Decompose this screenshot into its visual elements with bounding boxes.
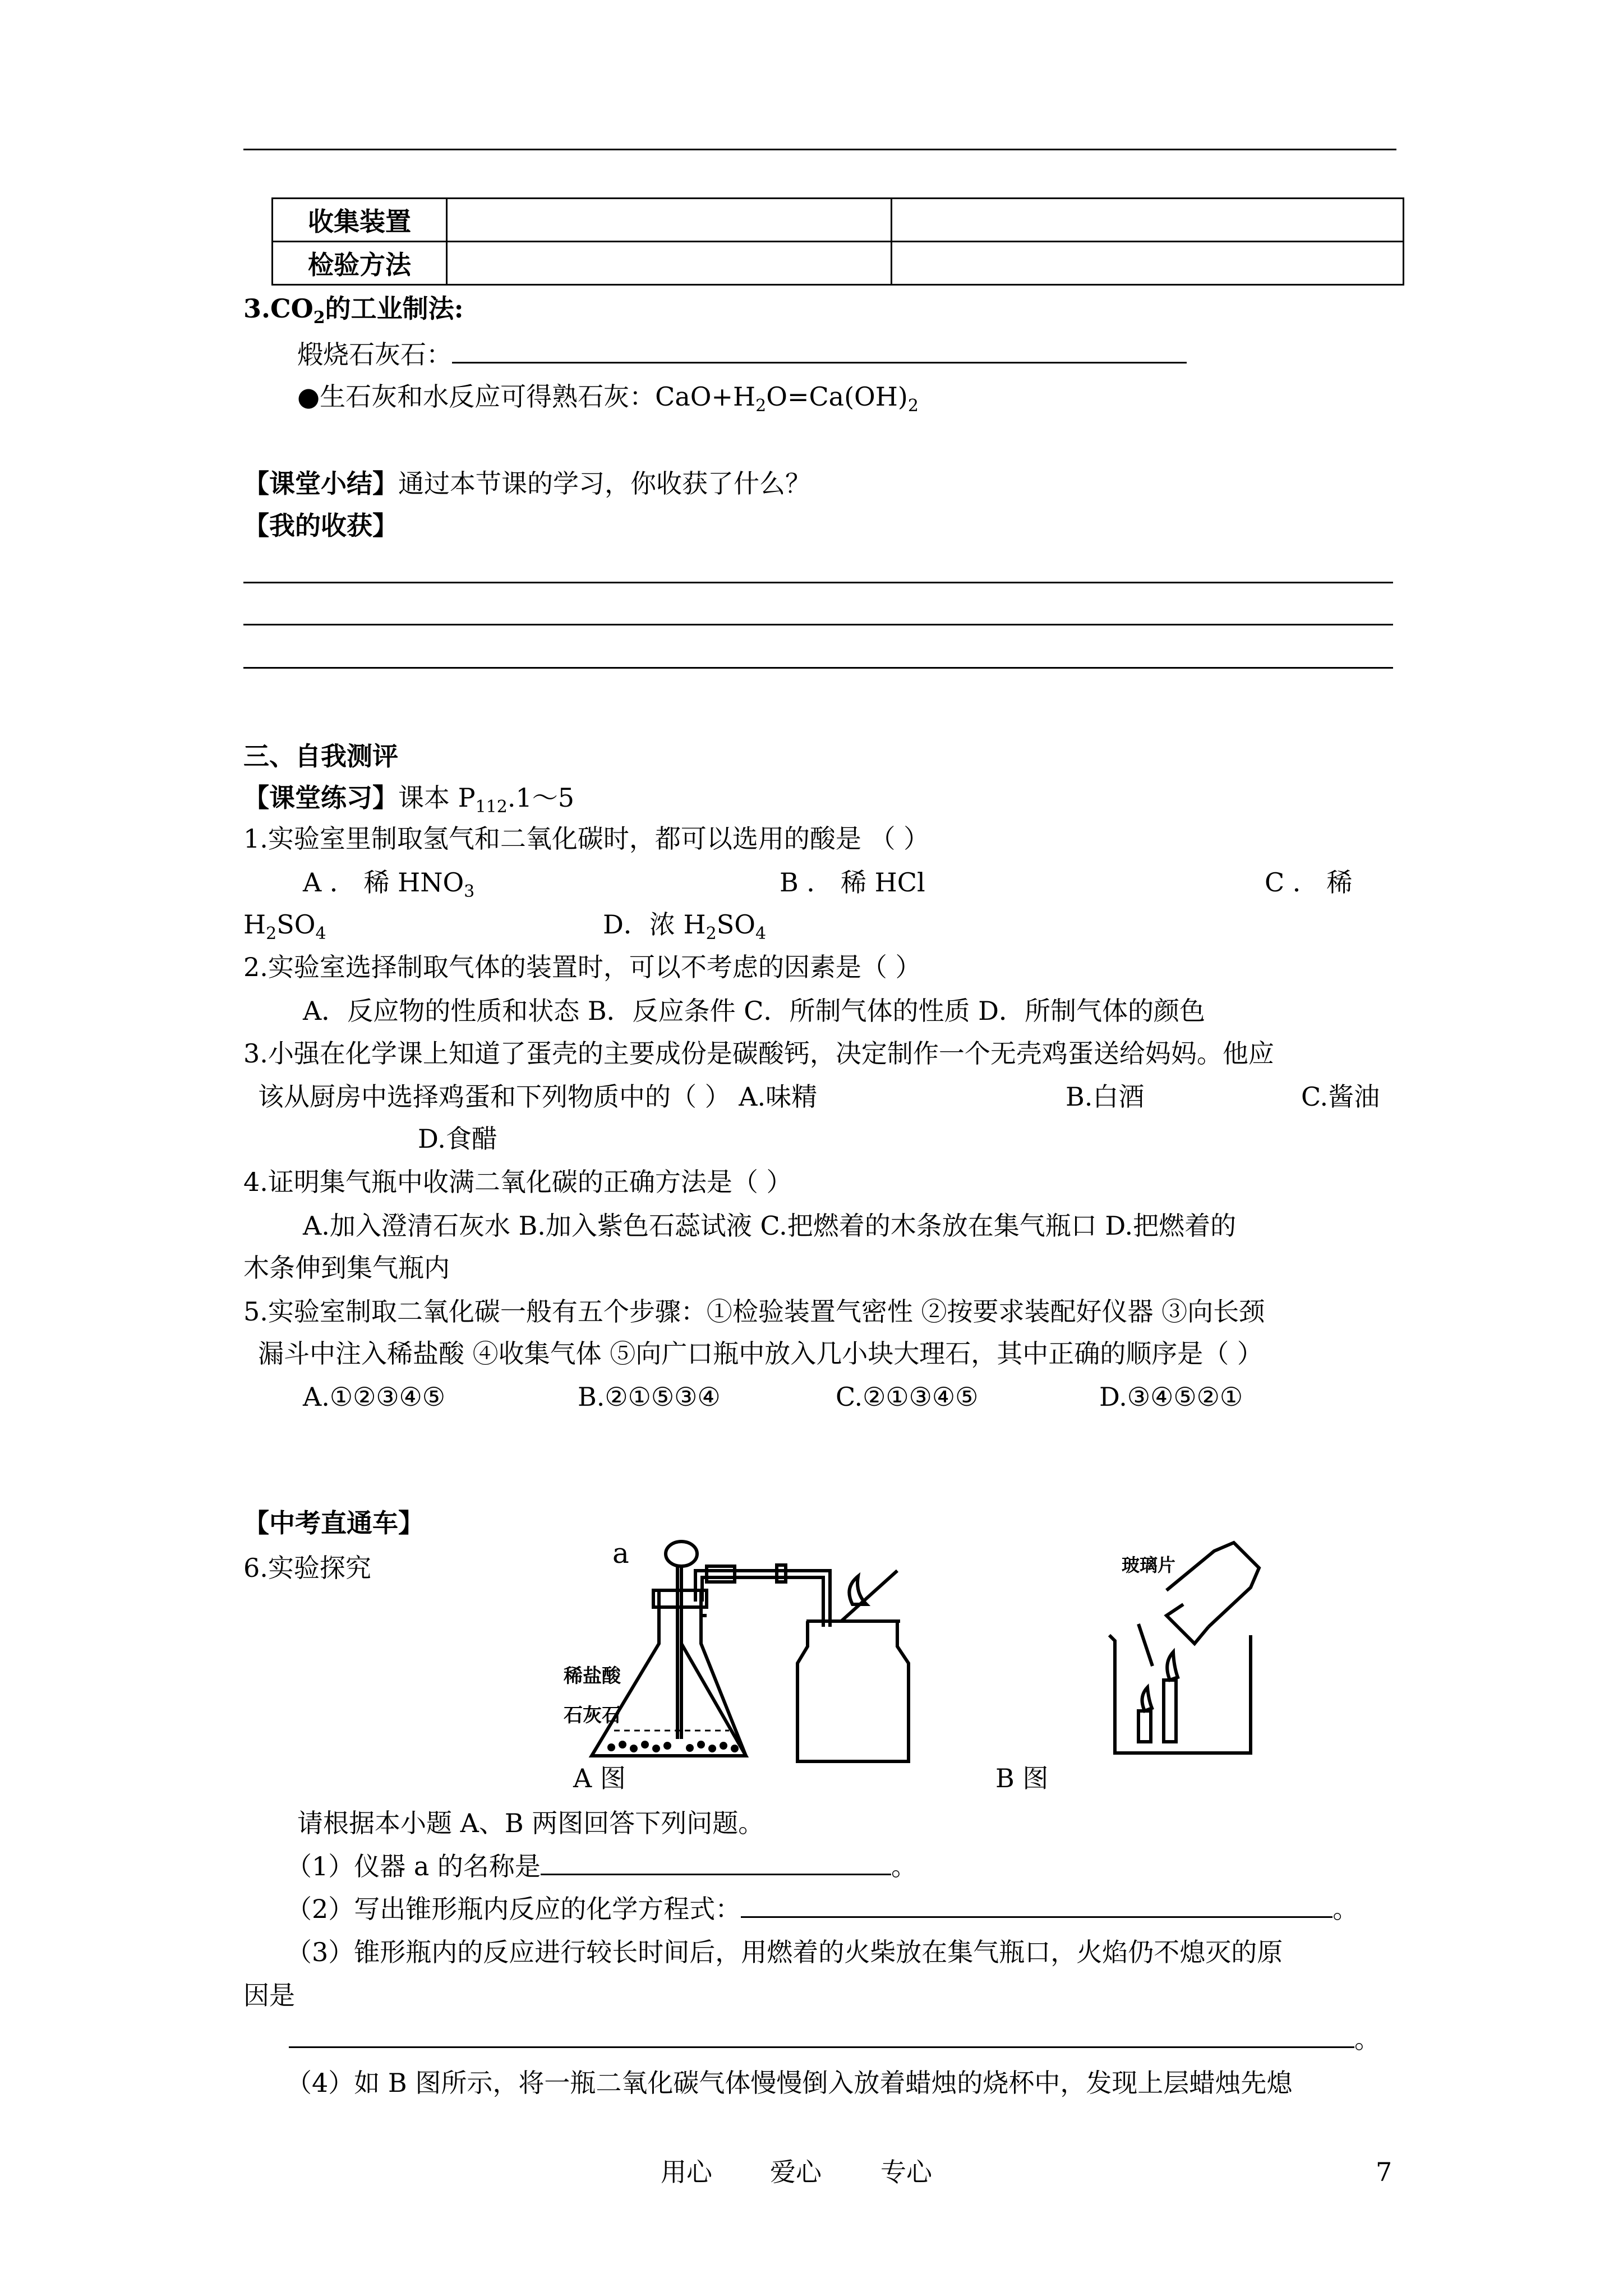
q3-option-d: D.食醋 bbox=[418, 1124, 497, 1154]
practice-line: 【课堂练习】课本 $P_{112}.1\sim 5$ bbox=[243, 783, 574, 817]
exam-part-3-answer: 。 bbox=[289, 2022, 1380, 2056]
exam-part-3: （3）锥形瓶内的反应进行较长时间后，用燃着的火柴放在集气瓶口，火焰仍不熄灭的原 bbox=[286, 1937, 1283, 1967]
section-title: $3.CO_2$的工业制法: bbox=[243, 293, 464, 328]
q3-option-c: C.酱油 bbox=[1301, 1082, 1380, 1112]
table-row-label: 检验方法 bbox=[273, 242, 447, 285]
answer-line[interactable] bbox=[243, 582, 1393, 583]
q4-options: A.加入澄清石灰水 B.加入紫色石蕊试液 C.把燃着的木条放在集气瓶口 D.把燃着的 bbox=[303, 1211, 1237, 1241]
lime-note: ●生石灰和水反应可得熟石灰：$CaO+H_2O=Ca(OH)_2$ bbox=[297, 381, 919, 416]
answer-blank[interactable] bbox=[541, 1851, 891, 1875]
question-2: 2.实验室选择制取气体的装置时，可以不考虑的因素是（ ） bbox=[243, 952, 921, 982]
page-number: 7 bbox=[1376, 2157, 1393, 2187]
question-6: 6.实验探究 bbox=[243, 1553, 371, 1583]
self-test-heading: 三、自我测评 bbox=[243, 741, 398, 771]
exam-part-1: （1）仪器 a 的名称是 。 bbox=[286, 1851, 917, 1881]
question-4: 4.证明集气瓶中收满二氧化碳的正确方法是（ ） bbox=[243, 1167, 792, 1197]
fig-a-acid-label: 稀盐酸 bbox=[564, 1665, 621, 1687]
answer-line[interactable] bbox=[243, 624, 1393, 625]
exam-part-2: （2）写出锥形瓶内反应的化学方程式： 。 bbox=[286, 1894, 1359, 1924]
caption-a: A 图 bbox=[573, 1763, 626, 1793]
caption-b: B 图 bbox=[995, 1763, 1049, 1793]
table-cell bbox=[447, 199, 892, 242]
table-cell bbox=[892, 242, 1404, 285]
q1-option-c-cont: $H_2SO_4$ bbox=[243, 909, 326, 944]
answer-line[interactable] bbox=[243, 667, 1393, 669]
answer-blank[interactable] bbox=[289, 2024, 1354, 2048]
answer-blank[interactable] bbox=[452, 339, 1187, 364]
figure-a-apparatus bbox=[538, 1537, 1004, 1773]
q5-line2: 漏斗中注入稀盐酸 ④收集气体 ⑤向广口瓶中放入几小块大理石，其中正确的顺序是（ ） bbox=[258, 1338, 1263, 1369]
fig-a-label-a: a bbox=[612, 1537, 629, 1570]
q2-options: A．反应物的性质和状态 B．反应条件 C．所制气体的性质 D．所制气体的颜色 bbox=[303, 996, 1205, 1026]
summary-line: 【课堂小结】通过本节课的学习，你收获了什么？ bbox=[243, 468, 811, 499]
question-1: 1.实验室里制取氢气和二氧化碳时，都可以选用的酸是 （ ） bbox=[243, 823, 930, 854]
q3-option-b: B.白酒 bbox=[1066, 1082, 1145, 1112]
table-cell bbox=[447, 242, 892, 285]
table-cell bbox=[892, 199, 1404, 242]
q1-option-d: D．浓 $H_2SO_4$ bbox=[603, 909, 767, 944]
header-rule bbox=[243, 149, 1396, 150]
calcine-line: 煅烧石灰石： bbox=[297, 338, 1187, 371]
exam-intro: 请根据本小题 A、B 两图回答下列问题。 bbox=[297, 1808, 764, 1838]
q1-option-c: C ． 稀 bbox=[1265, 867, 1353, 898]
q4-options-cont: 木条伸到集气瓶内 bbox=[243, 1253, 450, 1283]
q5-option-b: B.②①⑤③④ bbox=[578, 1382, 721, 1412]
q1-option-a: A ． 稀 $HNO_3$ bbox=[303, 867, 475, 902]
exam-heading: 【中考直通车】 bbox=[243, 1508, 424, 1538]
fig-b-glass-label: 玻璃片 bbox=[1122, 1554, 1176, 1576]
table-row bbox=[273, 199, 1404, 242]
q5-option-a: A.①②③④⑤ bbox=[303, 1382, 446, 1412]
exam-part-4: （4）如 B 图所示，将一瓶二氧化碳气体慢慢倒入放着蜡烛的烧杯中，发现上层蜡烛先熄 bbox=[286, 2068, 1293, 2098]
table-row-label: 收集装置 bbox=[273, 199, 447, 242]
q5-option-c: C.②①③④⑤ bbox=[836, 1382, 979, 1412]
exam-part-3-cont: 因是 bbox=[243, 1980, 295, 2010]
q5-option-d: D.③④⑤②① bbox=[1099, 1382, 1243, 1412]
question-5: 5.实验室制取二氧化碳一般有五个步骤：①检验装置气密性 ②按要求装配好仪器 ③向长颈 bbox=[243, 1296, 1265, 1327]
answer-blank[interactable] bbox=[741, 1894, 1332, 1918]
fig-a-stone-label: 石灰石 bbox=[564, 1704, 621, 1727]
gas-prep-table bbox=[271, 197, 1404, 286]
q1-option-b: B ． 稀 HCl bbox=[780, 867, 925, 898]
footer-motto-3: 专心 bbox=[880, 2157, 932, 2187]
footer-motto-1: 用心 bbox=[661, 2157, 712, 2187]
q3-line2: 该从厨房中选择鸡蛋和下列物质中的（ ） A.味精 bbox=[258, 1082, 818, 1112]
footer-motto-2: 爱心 bbox=[770, 2157, 822, 2187]
gain-heading: 【我的收获】 bbox=[243, 510, 398, 541]
question-3: 3.小强在化学课上知道了蛋壳的主要成份是碳酸钙，决定制作一个无壳鸡蛋送给妈妈。他应 bbox=[243, 1038, 1274, 1069]
table-row bbox=[273, 242, 1404, 285]
